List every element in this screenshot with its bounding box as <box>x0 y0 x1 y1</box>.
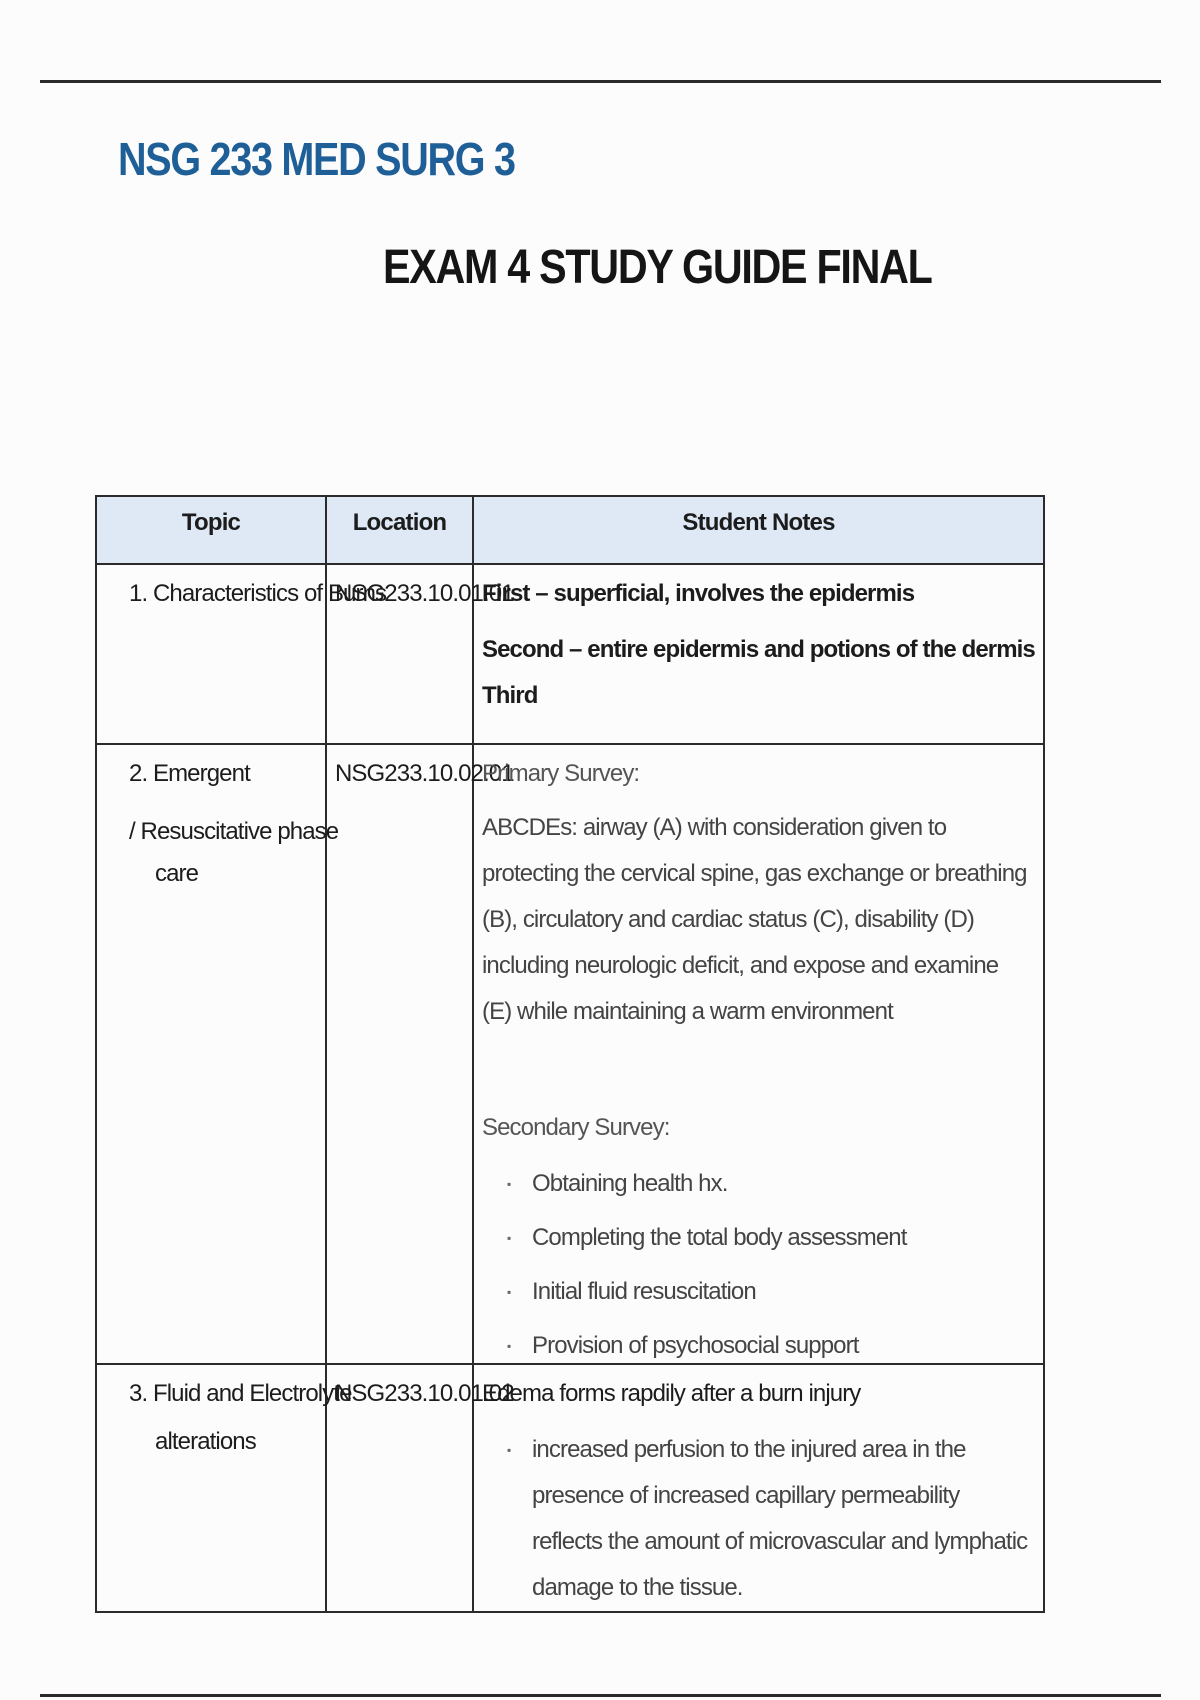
note-third-degree: Third <box>482 682 538 709</box>
topic-cell <box>96 564 387 744</box>
secondary-survey-label: Secondary Survey: <box>482 1114 670 1141</box>
table-header-row <box>96 496 1044 564</box>
notes-cell <box>473 1364 1044 1612</box>
column-header-location: Location <box>326 496 473 564</box>
topic-text: 3. Fluid and Electrolyte <box>129 1380 352 1407</box>
table-row <box>96 744 1044 1364</box>
table-row <box>96 564 1044 744</box>
table-row <box>96 1364 1044 1612</box>
list-item: ▪ Provision of psychosocial support <box>482 1329 1033 1363</box>
top-rule <box>40 80 1161 83</box>
list-item: ▪ Obtaining health hx. <box>482 1167 1033 1201</box>
document-title: EXAM 4 STUDY GUIDE FINAL <box>383 241 932 294</box>
note-second-degree: Second – entire epidermis and potions of the dermis <box>482 636 1035 663</box>
topic-cell <box>96 1364 352 1612</box>
note-first-degree: First – superficial, involves the epidermis <box>482 580 915 607</box>
study-guide-table <box>95 495 1045 1613</box>
bottom-rule <box>40 1694 1161 1697</box>
course-title: NSG 233 MED SURG 3 <box>118 133 515 185</box>
topic-cell <box>96 744 339 1364</box>
topic-text: / Resuscitative phase <box>129 818 339 845</box>
edema-bullet-text: ▪ increased perfusion to the injured area in the presence of increased capillary permeability reflects the amount of microvascular and lymphatic damage to the tissue. <box>482 1427 1033 1611</box>
location-code: NSG233.10.02.01 <box>335 760 514 787</box>
column-header-topic: Topic <box>96 496 326 564</box>
column-header-student-notes: Student Notes <box>473 496 1044 564</box>
location-cell <box>326 744 514 1364</box>
topic-text: care <box>155 860 199 887</box>
topic-text: alterations <box>155 1428 256 1455</box>
location-code: NSG233.10.01.01 <box>335 580 514 607</box>
topic-text: 2. Emergent <box>129 760 250 787</box>
location-code: NSG233.10.01.02 <box>335 1380 514 1407</box>
location-cell <box>326 1364 514 1612</box>
topic-text: 1. Characteristics of Burns <box>129 580 387 607</box>
list-item: ▪ Initial fluid resuscitation <box>482 1275 1033 1309</box>
edema-lead-text: Edema forms rapdily after a burn injury <box>482 1380 861 1407</box>
notes-cell <box>473 744 1044 1364</box>
list-item: ▪ Completing the total body assessment <box>482 1221 1033 1255</box>
notes-cell <box>473 564 1044 744</box>
primary-survey-text: ABCDEs: airway (A) with consideration given to protecting the cervical spine, gas exchange or breathing (B), circulatory and cardiac status (C), disability (D) including neurologic deficit, and expose and examine (E) while maintaining a warm environment <box>482 814 1027 1025</box>
secondary-survey-list <box>482 1167 1033 1363</box>
primary-survey-label: Primary Survey: <box>482 760 640 787</box>
